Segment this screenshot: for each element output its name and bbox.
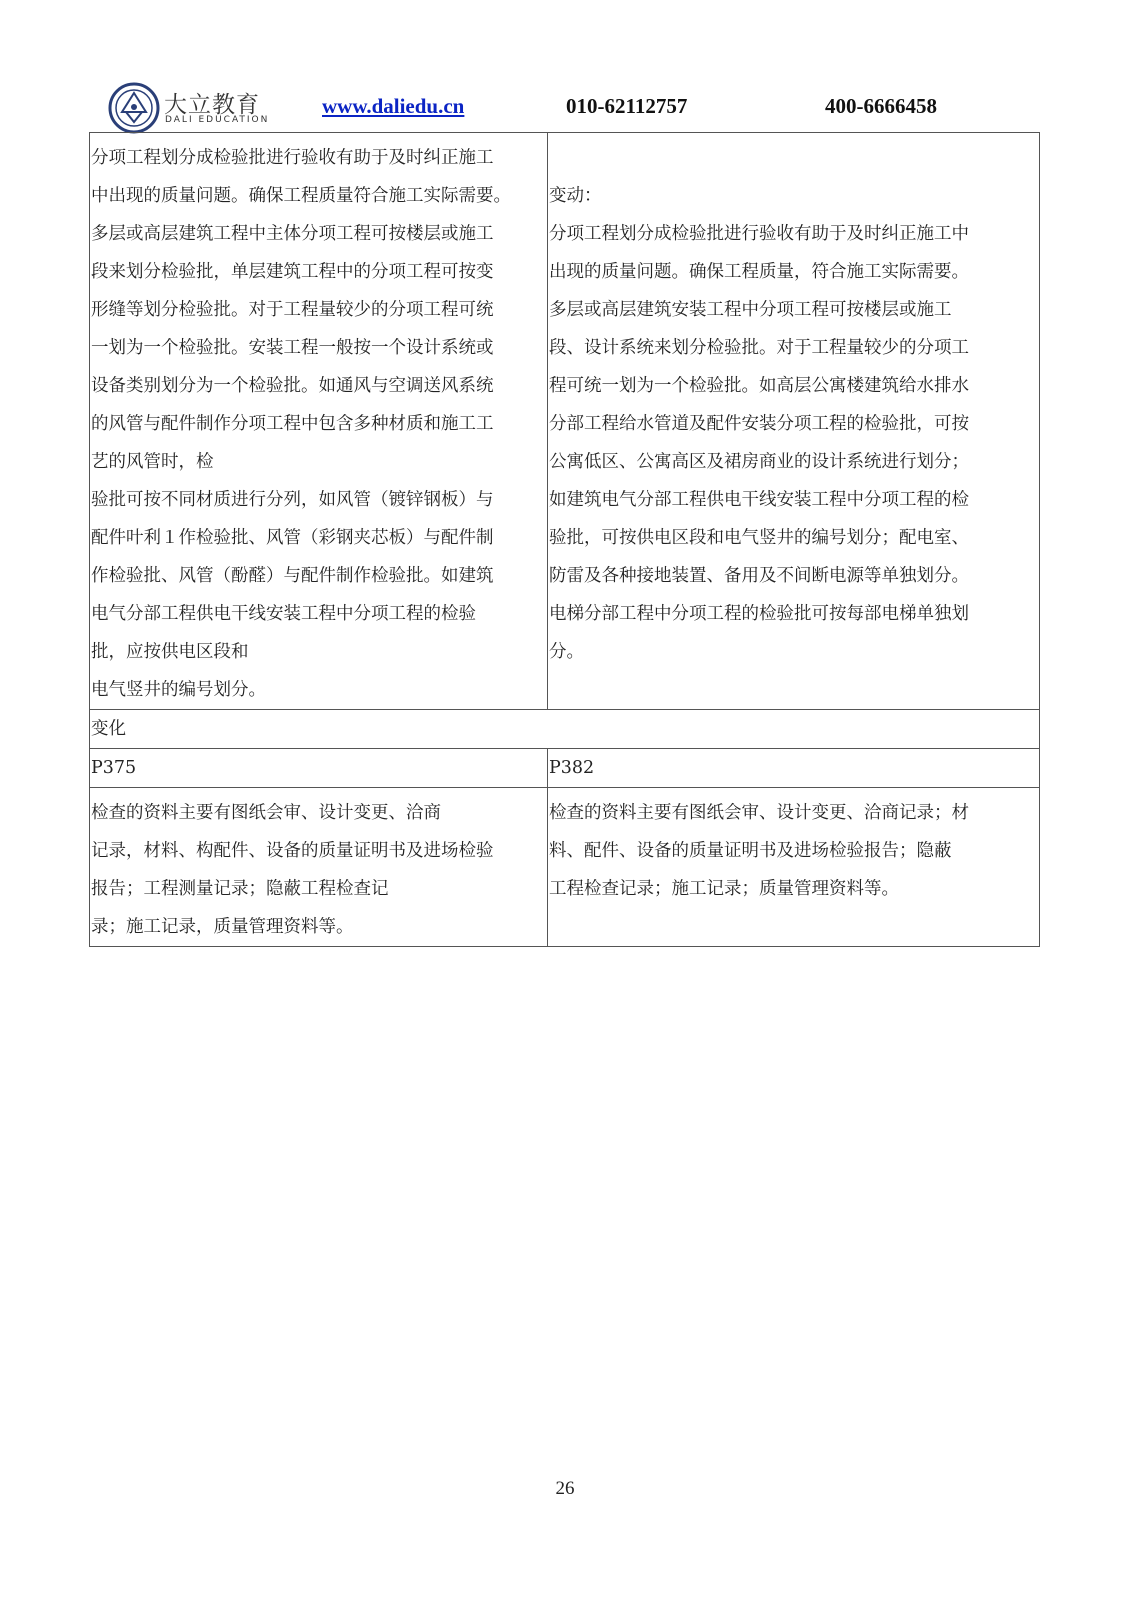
text-line: 记录，材料、构配件、设备的质量证明书及进场检验 (91, 841, 494, 861)
text-line: 防雷及各种接地装置、备用及不间断电源等单独划分。 (549, 566, 969, 586)
text-line: 形缝等划分检验批。对于工程量较少的分项工程可统 (91, 300, 494, 320)
text-line: 料、配件、设备的质量证明书及进场检验报告；隐蔽 (549, 841, 952, 861)
table-row (90, 749, 1040, 788)
change-label: 变化 (91, 719, 126, 739)
text-line: 分。 (549, 642, 584, 662)
table-cell-page-left (90, 749, 548, 788)
text-line: 配件叶利１作检验批、风管（彩钢夹芯板）与配件制 (91, 528, 494, 548)
comparison-table (89, 132, 1040, 947)
old-materials-text (90, 788, 547, 946)
text-line: 设备类别划分为一个检验批。如通风与空调送风系统 (91, 376, 494, 396)
text-line: 分部工程给水管道及配件安装分项工程的检验批，可按 (549, 414, 969, 434)
text-line: 如建筑电气分部工程供电干线安装工程中分项工程的检 (549, 490, 969, 510)
new-materials-text (548, 788, 1039, 908)
table-cell-change-label (90, 710, 1040, 749)
table-cell-old-text (90, 133, 548, 710)
text-line: 艺的风管时，检 (91, 452, 214, 472)
table-cell-new-text (548, 133, 1040, 710)
text-line: 电梯分部工程中分项工程的检验批可按每部电梯单独划 (549, 604, 969, 624)
page-ref-left: P375 (91, 758, 137, 778)
old-text-block (90, 133, 547, 709)
text-line: 多层或高层建筑工程中主体分项工程可按楼层或施工 (91, 224, 494, 244)
text-line: 的风管与配件制作分项工程中包含多种材质和施工工 (91, 414, 494, 434)
text-line: 批，应按供电区段和 (91, 642, 249, 662)
brand-name-cn: 大立教育 (164, 92, 260, 118)
text-line: 检查的资料主要有图纸会审、设计变更、洽商 (91, 803, 441, 823)
table-cell-new-materials (548, 788, 1040, 947)
text-line: 分项工程划分成检验批进行验收有助于及时纠正施工中 (549, 224, 969, 244)
text-line: 程可统一划为一个检验批。如高层公寓楼建筑给水排水 (549, 376, 969, 396)
text-line: 检查的资料主要有图纸会审、设计变更、洽商记录；材 (549, 803, 969, 823)
text-line: 验批可按不同材质进行分列，如风管（镀锌钢板）与 (91, 490, 494, 510)
page-ref-right: P382 (549, 758, 595, 778)
new-text-block (548, 133, 1039, 671)
brand-name-en: DALI EDUCATION (165, 115, 270, 125)
text-line: 分项工程划分成检验批进行验收有助于及时纠正施工 (91, 148, 494, 168)
dali-logo-icon (108, 82, 160, 134)
table-row (90, 788, 1040, 947)
text-line: 变动： (549, 186, 602, 206)
text-line: 公寓低区、公寓高区及裙房商业的设计系统进行划分； (549, 452, 969, 472)
text-line: 工程检查记录；施工记录；质量管理资料等。 (549, 879, 899, 899)
table-cell-page-right (548, 749, 1040, 788)
text-line: 报告；工程测量记录；隐蔽工程检查记 (91, 879, 389, 899)
website-link[interactable]: www.daliedu.cn (322, 94, 465, 118)
text-line: 出现的质量问题。确保工程质量，符合施工实际需要。 (549, 262, 969, 282)
table-row (90, 133, 1040, 710)
text-line: 录；施工记录，质量管理资料等。 (91, 917, 354, 937)
table-row (90, 710, 1040, 749)
text-line: 多层或高层建筑安装工程中分项工程可按楼层或施工 (549, 300, 952, 320)
text-line: 段、设计系统来划分检验批。对于工程量较少的分项工 (549, 338, 969, 358)
table-cell-old-materials (90, 788, 548, 947)
page-number: 26 (555, 1478, 575, 1499)
text-line: 段来划分检验批，单层建筑工程中的分项工程可按变 (91, 262, 494, 282)
text-line: 电气分部工程供电干线安装工程中分项工程的检验 (91, 604, 476, 624)
text-line: 作检验批、风管（酚醛）与配件制作检验批。如建筑 (91, 566, 494, 586)
text-line: 验批，可按供电区段和电气竖井的编号划分；配电室、 (549, 528, 969, 548)
text-line: 电气竖井的编号划分。 (91, 680, 266, 700)
text-line: 一划为一个检验批。安装工程一般按一个设计系统或 (91, 338, 494, 358)
phone-number-2: 400-6666458 (825, 94, 937, 118)
text-line: 中出现的质量问题。确保工程质量符合施工实际需要。 (91, 186, 511, 206)
phone-number-1: 010-62112757 (566, 94, 688, 118)
text-line (549, 139, 1038, 177)
page-header (0, 0, 1130, 130)
